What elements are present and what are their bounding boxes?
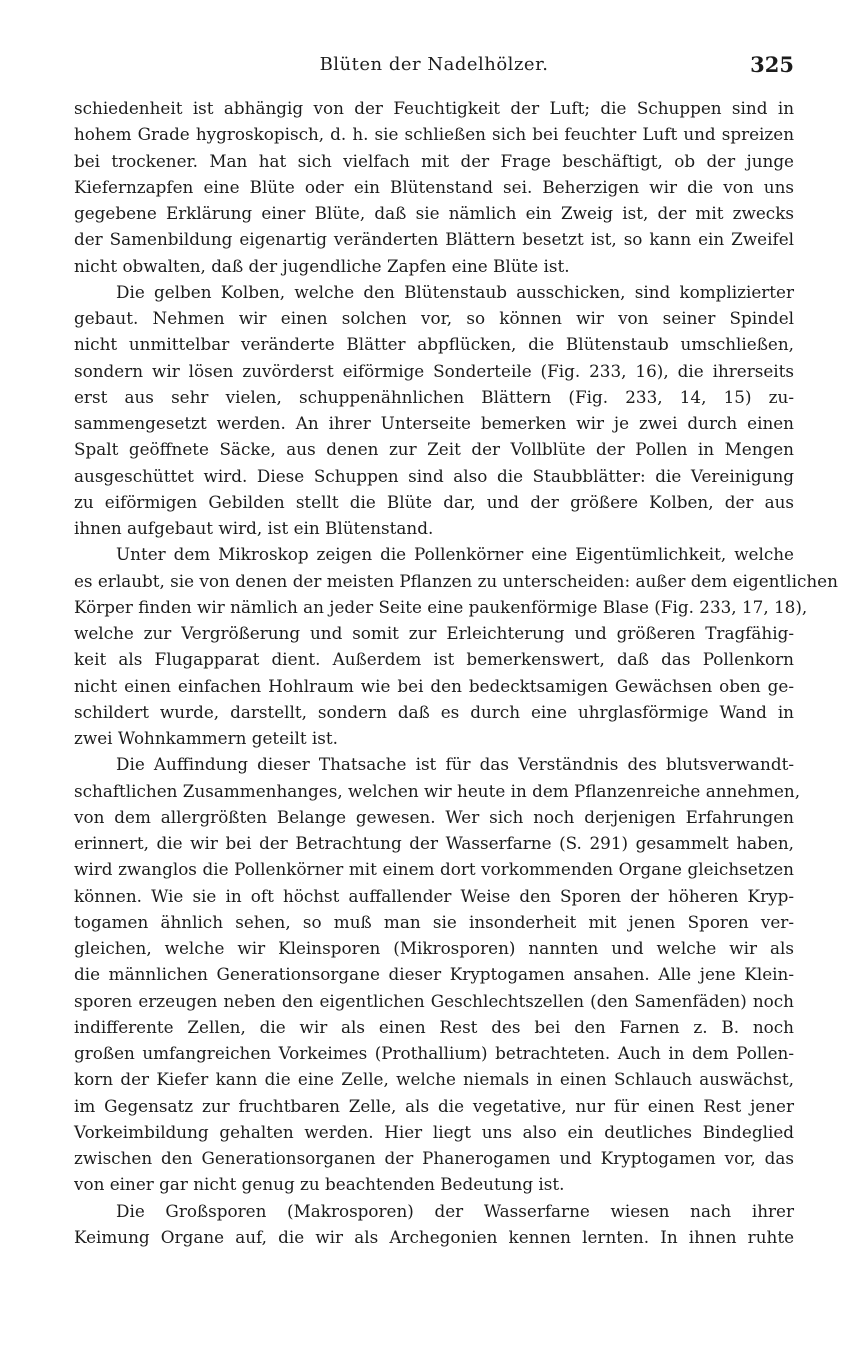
text-line: können. Wie sie in oft höchst auffallender Weise den Sporen der höheren Kryp- bbox=[74, 885, 794, 906]
text-line: die männlichen Generationsorgane dieser Kryptogamen ansahen. Alle jene Klein- bbox=[74, 964, 794, 985]
text-line: togamen ähnlich sehen, so muß man sie insonderheit mit jenen Sporen ver- bbox=[74, 911, 794, 932]
text-line: hohem Grade hygroskopisch, d. h. sie schließen sich bei feuchter Luft und spreizen bbox=[74, 124, 794, 145]
paragraph bbox=[74, 751, 801, 1197]
body-text bbox=[74, 95, 838, 1250]
text-line: gebaut. Nehmen wir einen solchen vor, so können wir von seiner Spindel bbox=[74, 308, 794, 328]
text-line: der Samenbildung eigenartig veränderten Blättern besetzt ist, so kann ein Zweifel bbox=[74, 229, 794, 250]
page-number: 325 bbox=[750, 52, 794, 77]
text-line: großen umfangreichen Vorkeimes (Prothallium) betrachteten. Auch in dem Pollen- bbox=[74, 1043, 794, 1063]
text-line: ausgeschüttet wird. Diese Schuppen sind also die Staubblätter: die Vereinigung bbox=[74, 465, 794, 486]
text-line: Kiefernzapfen eine Blüte oder ein Blütenstand sei. Beherzigen wir die von uns bbox=[74, 176, 794, 197]
text-line: Die Großsporen (Makrosporen) der Wasserfarne wiesen nach ihrer bbox=[116, 1200, 794, 1221]
text-line: ihnen aufgebaut wird, ist ein Blütenstand. bbox=[74, 518, 434, 538]
text-line: Keimung Organe auf, die wir als Archegonien kennen lernten. In ihnen ruhte bbox=[74, 1226, 794, 1247]
text-line: nicht obwalten, daß der jugendliche Zapfen eine Blüte ist. bbox=[74, 255, 570, 276]
paragraph bbox=[74, 279, 794, 542]
text-line: wird zwanglos die Pollenkörner mit einem dort vorkommenden Organe gleichsetzen bbox=[74, 859, 794, 880]
text-line: von einer gar nicht genug zu beachtenden Bedeutung ist. bbox=[74, 1174, 565, 1195]
text-line: bei trockener. Man hat sich vielfach mit der Frage beschäftigt, ob der junge bbox=[74, 150, 794, 171]
text-line: gleichen, welche wir Kleinsporen (Mikrosporen) nannten und welche wir als bbox=[74, 938, 794, 958]
text-line: gegebene Erklärung einer Blüte, daß sie nämlich ein Zweig ist, der mit zwecks bbox=[74, 203, 794, 223]
text-line: schiedenheit ist abhängig von der Feuchtigkeit der Luft; die Schuppen sind in bbox=[74, 98, 794, 118]
running-header bbox=[74, 52, 794, 80]
text-line: erinnert, die wir bei der Betrachtung der Wasserfarne (S. 291) gesammelt haben, bbox=[74, 833, 794, 853]
text-line: sporen erzeugen neben den eigentlichen Geschlechtszellen (den Samenfäden) noch bbox=[74, 990, 794, 1011]
text-line: im Gegensatz zur fruchtbaren Zelle, als die vegetative, nur für einen Rest jener bbox=[74, 1095, 794, 1116]
text-line: schildert wurde, darstellt, sondern daß es durch eine uhrglasförmige Wand in bbox=[74, 701, 794, 722]
text-line: erst aus sehr vielen, schuppenähnlichen Blättern (Fig. 233, 14, 15) zu- bbox=[74, 386, 794, 407]
text-line: nicht unmittelbar veränderte Blätter abpflücken, die Blütenstaub umschließen, bbox=[74, 334, 794, 355]
text-line: sondern wir lösen zuvörderst eiförmige Sonderteile (Fig. 233, 16), die ihrerseits bbox=[74, 360, 794, 381]
text-line: von dem allergrößten Belange gewesen. Wer sich noch derjenigen Erfahrungen bbox=[74, 806, 794, 827]
text-line: zu eiförmigen Gebilden stellt die Blüte dar, und der größere Kolben, der aus bbox=[74, 491, 794, 512]
text-line: keit als Flugapparat dient. Außerdem ist bemerkenswert, daß das Pollenkorn bbox=[74, 649, 794, 670]
text-line: nicht einen einfachen Hohlraum wie bei den bedecktsamigen Gewächsen oben ge- bbox=[74, 675, 794, 696]
text-line: Die Auffindung dieser Thatsache ist für das Verständnis des blutsverwandt- bbox=[116, 754, 794, 775]
text-line: zwei Wohnkammern geteilt ist. bbox=[74, 728, 338, 748]
text-line: korn der Kiefer kann die eine Zelle, welche niemals in einen Schlauch auswächst, bbox=[74, 1069, 794, 1090]
paragraph bbox=[74, 1198, 794, 1251]
text-line: Unter dem Mikroskop zeigen die Pollenkörner eine Eigentümlichkeit, welche bbox=[116, 544, 794, 565]
text-line: indifferente Zellen, die wir als einen Rest des bei den Farnen z. B. noch bbox=[74, 1016, 794, 1037]
paragraph bbox=[74, 541, 838, 751]
text-line: Körper finden wir nämlich an jeder Seite eine paukenförmige Blase (Fig. 233, 17, 18), bbox=[74, 596, 808, 617]
text-line: es erlaubt, sie von denen der meisten Pflanzen zu unterscheiden: außer dem eigentlichen bbox=[74, 570, 838, 591]
text-line: schaftlichen Zusammenhanges, welchen wir heute in dem Pflanzenreiche annehmen, bbox=[74, 780, 801, 801]
running-title: Blüten der Nadelhölzer. bbox=[319, 54, 549, 75]
text-line: welche zur Vergrößerung und somit zur Erleichterung und größeren Tragfähig- bbox=[74, 623, 794, 643]
text-line: Spalt geöffnete Säcke, aus denen zur Zeit der Vollblüte der Pollen in Mengen bbox=[74, 439, 794, 460]
text-line: Die gelben Kolben, welche den Blütenstaub ausschicken, sind komplizierter bbox=[116, 281, 794, 302]
paragraph bbox=[74, 95, 794, 279]
text-line: sammengesetzt werden. An ihrer Unterseite bemerken wir je zwei durch einen bbox=[74, 413, 794, 433]
text-line: Vorkeimbildung gehalten werden. Hier liegt uns also ein deutliches Bindeglied bbox=[74, 1121, 794, 1142]
text-line: zwischen den Generationsorganen der Phanerogamen und Kryptogamen vor, das bbox=[74, 1148, 794, 1168]
